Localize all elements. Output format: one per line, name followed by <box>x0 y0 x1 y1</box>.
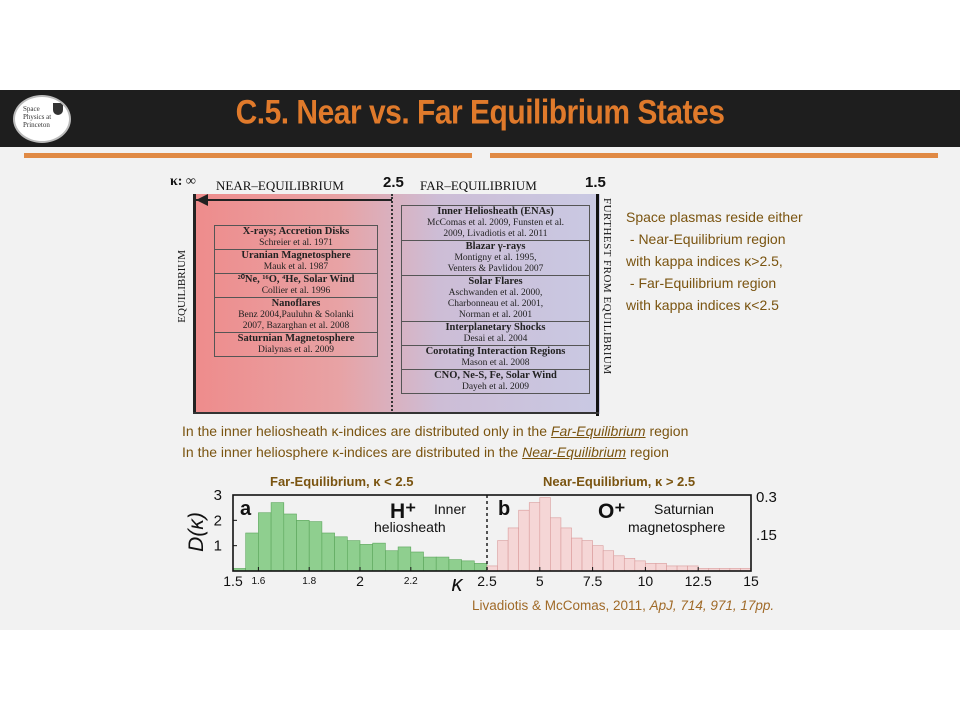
table-row-heading: Solar Flares <box>468 276 523 287</box>
kappa-histogram-chart <box>0 90 960 630</box>
histogram-bar <box>614 556 625 571</box>
histogram-bar <box>561 528 572 571</box>
table-row-reference: Dialynas et al. 2009 <box>258 345 334 355</box>
slide-title: C.5. Near vs. Far Equilibrium States <box>235 93 725 132</box>
table-row-reference: Norman et al. 2001 <box>458 310 533 320</box>
table-row-heading: Uranian Magnetosphere <box>241 250 351 261</box>
x-tick-label: 12.5 <box>684 573 712 589</box>
histogram-bar <box>335 537 348 571</box>
histogram-bar <box>582 541 593 571</box>
table-row-reference: Mason et al. 2008 <box>461 358 530 368</box>
histogram-bar <box>656 563 667 571</box>
histogram-bar <box>373 543 386 571</box>
x-tick-label: 1.6 <box>251 576 266 587</box>
kappa-1-5-label: 1.5 <box>585 174 606 191</box>
species-o-plus: O⁺ <box>598 500 626 523</box>
annotation-line: Inner <box>434 501 466 517</box>
histogram-bar <box>424 557 437 571</box>
table-row-reference: Aschwanden et al. 2000, <box>448 288 543 298</box>
panel-a-label: a <box>240 498 252 520</box>
y-tick-label-left: 3 <box>213 487 222 504</box>
equilibrium-vertical-label: EQUILIBRIUM <box>176 250 188 323</box>
x-tick-label: 5 <box>535 573 544 589</box>
table-row-reference: Schreier et al. 1971 <box>259 238 333 248</box>
histogram-bar <box>258 513 271 571</box>
histogram-bar <box>474 563 487 571</box>
table-row-heading: ²⁰Ne, ¹⁶O, ⁴He, Solar Wind <box>237 274 355 285</box>
table-row-heading: Saturnian Magnetosphere <box>237 333 355 344</box>
far-region-label: Far-Equilibrium, κ < 2.5 <box>270 474 414 489</box>
y-tick-label-right: .15 <box>756 527 777 544</box>
statement-text: region <box>645 423 689 439</box>
space-plasmas-text: Space plasmas reside either - Near-Equilibrium region with kappa indices κ>2.5, - Far-Equilibrium region with kappa indices κ<2.5 <box>626 209 803 313</box>
table-row-reference: Venters & Pavlidou 2007 <box>447 264 544 274</box>
histogram-bar <box>360 544 373 571</box>
histogram-bar <box>550 518 561 571</box>
histogram-bar <box>322 533 335 571</box>
histogram-bar <box>508 528 519 571</box>
histogram-bar <box>498 541 509 571</box>
histogram-bar <box>271 503 284 571</box>
histogram-bar <box>436 557 449 571</box>
annotation-line: Saturnian <box>654 501 714 517</box>
kappa-infinity-label: κ: ∞ <box>170 174 196 189</box>
table-row-heading: X-rays; Accretion Disks <box>242 226 350 237</box>
x-tick-label: 15 <box>743 573 759 589</box>
statement-text: In the inner heliosheath κ-indices are distributed only in the <box>182 423 551 439</box>
slide <box>0 90 960 630</box>
histogram-bar <box>309 522 322 571</box>
histogram-bar <box>385 551 398 571</box>
x-tick-label: 1.8 <box>302 576 317 587</box>
x-tick-label: 2.5 <box>477 573 497 589</box>
table-row-reference: Collier et al. 1996 <box>261 286 331 296</box>
table-row-heading: Nanoflares <box>271 298 321 309</box>
annotation-line: heliosheath <box>374 519 446 535</box>
statement-region: Far-Equilibrium <box>550 423 646 439</box>
table-row-heading: Interplanetary Shocks <box>445 322 546 333</box>
table-row-heading: CNO, Ne-S, Fe, Solar Wind <box>434 370 557 381</box>
species-h-plus: H⁺ <box>390 500 417 523</box>
y-tick-label-right: 0.3 <box>756 489 777 506</box>
y-tick-label-left: 1 <box>213 537 222 555</box>
histogram-bar <box>347 541 360 571</box>
histogram-bar <box>462 561 475 571</box>
table-row-reference: 2007, Bazarghan et al. 2008 <box>242 321 350 331</box>
table-row-heading: Corotating Interaction Regions <box>425 346 566 357</box>
histogram-bar <box>297 520 310 571</box>
citation-text: Livadiotis & McComas, 2011, ApJ, 714, 971, 17pp. <box>472 598 775 613</box>
logo-text: Space Physics at Princeton <box>23 105 52 129</box>
kappa-2-5-label: 2.5 <box>383 174 404 191</box>
histogram-bar <box>603 551 614 571</box>
table-row-reference: Charbonneau et al. 2001, <box>447 299 544 309</box>
histogram-bar <box>284 514 297 571</box>
table-row-reference: Benz 2004,Pauluhn & Solanki <box>238 310 354 320</box>
histogram-bar <box>411 552 424 571</box>
histogram-bar <box>529 503 540 571</box>
x-tick-label: 1.5 <box>223 573 243 589</box>
x-tick-label: 7.5 <box>582 573 603 589</box>
x-axis-label: κ <box>451 571 463 596</box>
near-equilibrium-label: NEAR–EQUILIBRIUM <box>216 178 344 193</box>
table-row-reference: Montigny et al. 1995, <box>454 253 537 263</box>
x-tick-label: 10 <box>637 573 654 589</box>
table-row-reference: Desai et al. 2004 <box>463 334 528 344</box>
histogram-bar <box>449 560 462 571</box>
x-tick-label: 2 <box>356 573 364 589</box>
y-tick-label-left: 2 <box>213 512 222 530</box>
histogram-bar <box>540 498 551 571</box>
y-axis-label: D(κ) <box>185 512 208 552</box>
statement-text: region <box>626 444 669 460</box>
panel-b-label: b <box>498 498 511 520</box>
table-row-reference: 2009, Livadiotis et al. 2011 <box>443 229 548 239</box>
histogram-bar <box>571 538 582 571</box>
citation <box>472 598 774 613</box>
table-row-heading: Inner Heliosheath (ENAs) <box>437 206 554 217</box>
annotation-line: magnetosphere <box>628 519 726 535</box>
table-row-heading: Blazar γ-rays <box>465 241 526 252</box>
histogram-bar <box>635 561 646 571</box>
histogram-bar <box>593 546 604 571</box>
histogram-bar <box>645 563 656 571</box>
table-row-reference: Mauk et al. 1987 <box>263 262 329 272</box>
x-tick-label: 2.2 <box>403 576 418 587</box>
histogram-bar <box>624 558 635 571</box>
table-row-reference: Dayeh et al. 2009 <box>461 382 529 392</box>
far-equilibrium-label: FAR–EQUILIBRIUM <box>420 178 537 193</box>
statement-region: Near-Equilibrium <box>522 444 627 460</box>
statement-text: In the inner heliosphere κ-indices are distributed in the <box>182 444 523 460</box>
furthest-vertical-label: FURTHEST FROM EQUILIBRIUM <box>601 198 613 375</box>
histogram-bar <box>246 533 259 571</box>
histogram-bar <box>398 547 411 571</box>
table-row-reference: McComas et al. 2009, Funsten et al. <box>427 218 564 228</box>
near-region-label: Near-Equilibrium, κ > 2.5 <box>543 474 696 489</box>
histogram-bar <box>519 510 530 571</box>
